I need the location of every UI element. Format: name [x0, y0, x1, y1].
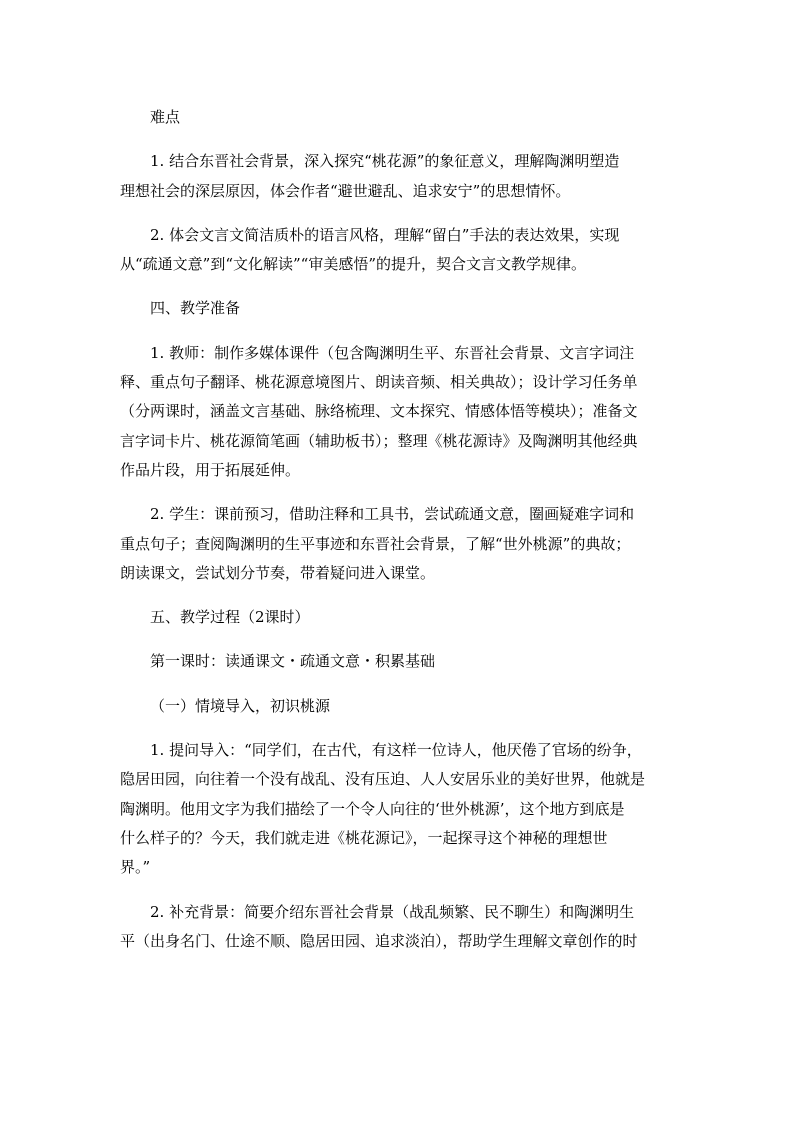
text-line: 言字词卡片、桃花源简笔画（辅助板书）；整理《桃花源诗》及陶渊明其他经典 — [120, 431, 638, 450]
text-line: 2. 学生：课前预习，借助注释和工具书，尝试疏通文意，圈画疑难字词和 — [150, 505, 635, 524]
text-line: 2. 体会文言文简洁质朴的语言风格，理解“留白”手法的表达效果，实现 — [150, 225, 620, 244]
text-line: 1. 提问导入：“同学们，在古代，有这样一位诗人，他厌倦了官场的纷争， — [150, 741, 642, 760]
heading-difficulties — [120, 103, 682, 132]
text-line: 第一课时：读通课文・疏通文意・积累基础 — [150, 652, 436, 671]
text-line: 陶渊明。他用文字为我们描绘了一个令人向往的‘世外桃源’，这个地方到底是 — [120, 799, 625, 818]
text-line: 从“疏通文意”到“文化解读”“审美感悟”的提升，契合文言文教学规律。 — [120, 255, 587, 274]
text-line: 2. 补充背景：简要介绍东晋社会背景（战乱频繁、民不聊生）和陶渊明生 — [150, 902, 635, 921]
text-line: 释、重点句子翻译、桃花源意境图片、朗读音频、相关典故）；设计学习任务单 — [120, 373, 638, 392]
text-line: 界。” — [120, 858, 151, 877]
background-supplement — [120, 898, 682, 957]
difficulty-item-1 — [120, 147, 682, 206]
text-line: （一）情境导入，初识桃源 — [150, 696, 331, 715]
document-body — [120, 103, 682, 971]
text-line: 1. 教师：制作多媒体课件（包含陶渊明生平、东晋社会背景、文言字词注 — [150, 343, 635, 362]
intro-question — [120, 736, 682, 882]
preparation-teacher — [120, 339, 682, 485]
text-line: 隐居田园，向往着一个没有战乱、没有压迫、人人安居乐业的美好世界，他就是 — [120, 770, 646, 789]
text-line: 朗读课文，尝试划分节奏，带着疑问进入课堂。 — [120, 563, 436, 582]
text-line: 四、教学准备 — [150, 299, 241, 318]
section-heading-process — [120, 603, 682, 632]
text-line: 五、教学过程（2课时） — [150, 608, 310, 627]
lesson-one-heading — [120, 647, 682, 676]
section-heading-preparation — [120, 294, 682, 323]
subsection-heading-intro — [120, 692, 682, 721]
difficulty-item-2 — [120, 221, 682, 280]
text-line: 重点句子；查阅陶渊明的生平事迹和东晋社会背景，了解“世外桃源”的典故； — [120, 534, 631, 553]
text-line: 难点 — [150, 108, 181, 126]
text-line: 作品片段，用于拓展延伸。 — [120, 460, 301, 479]
text-line: （分两课时，涵盖文言基础、脉络梳理、文本探究、情感体悟等模块）；准备文 — [120, 402, 638, 421]
preparation-students — [120, 500, 682, 588]
text-line: 平（出身名门、仕途不顺、隐居田园、追求淡泊），帮助学生理解文章创作的时 — [120, 931, 638, 950]
text-line: 1. 结合东晋社会背景，深入探究“桃花源”的象征意义，理解陶渊明塑造 — [150, 152, 620, 171]
text-line: 理想社会的深层原因，体会作者“避世避乱、追求安宁”的思想情怀。 — [120, 181, 571, 200]
text-line: 什么样子的？今天，我们就走进《桃花源记》，一起探寻这个神秘的理想世 — [120, 828, 608, 847]
